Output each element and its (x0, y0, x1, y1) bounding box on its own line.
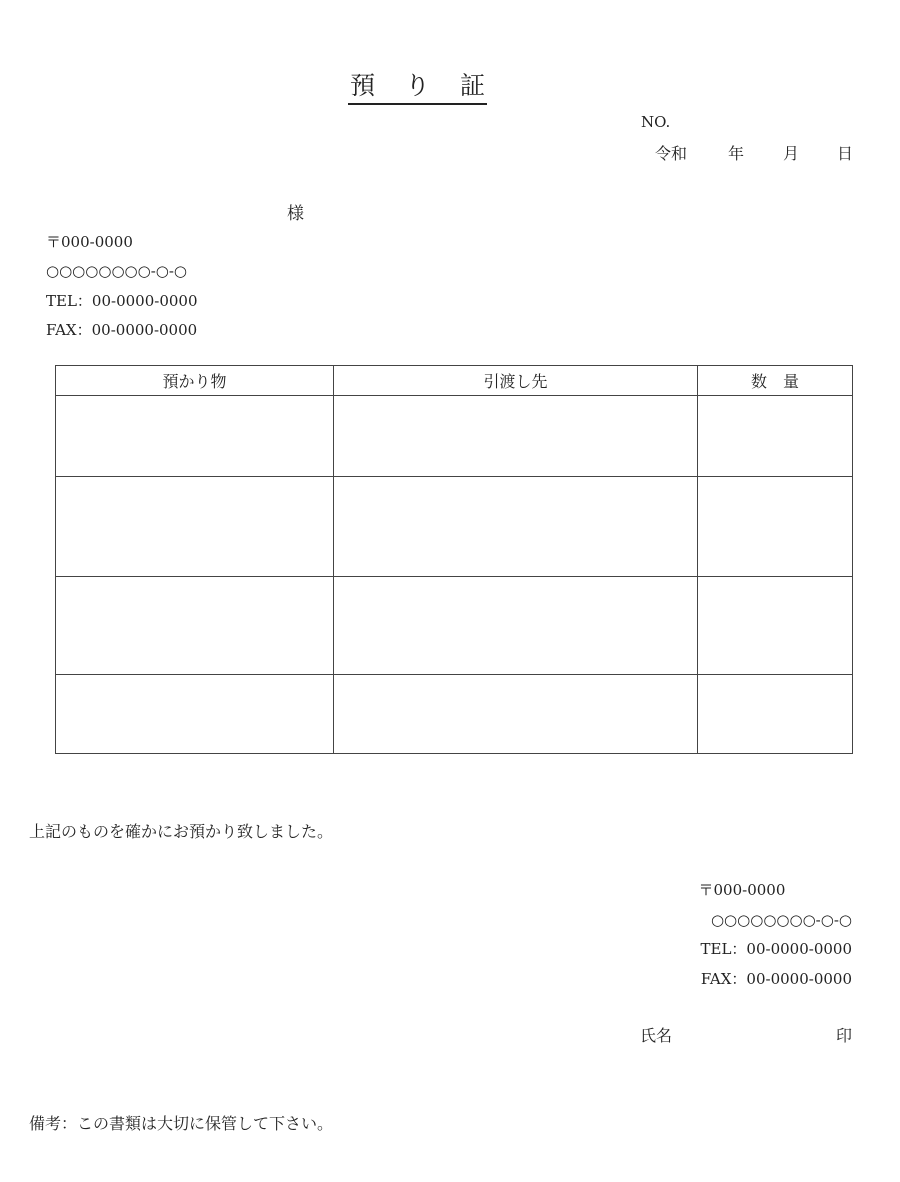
receipt-statement: 上記のものを確かにお預かり致しました。 (29, 822, 334, 841)
signature-name-label: 氏名 (640, 1026, 673, 1045)
title-char-2: り (404, 71, 430, 100)
table-row (56, 577, 853, 675)
sender-postal-code: 〒000-0000 (46, 233, 133, 251)
date-day-label: 日 (837, 144, 854, 163)
cell-destination[interactable] (334, 675, 698, 754)
cell-quantity[interactable] (698, 577, 853, 675)
table-row (56, 396, 853, 477)
sender-fax: FAX：00-0000-0000 (46, 320, 198, 339)
table-row (56, 675, 853, 754)
cell-quantity[interactable] (698, 675, 853, 754)
sender-address: ○○○○○○○○-○-○ (46, 262, 188, 281)
issuer-fax: FAX：00-0000-0000 (700, 969, 852, 988)
sender-tel: TEL：00-0000-0000 (46, 291, 198, 310)
issuer-address: ○○○○○○○○-○-○ (710, 910, 852, 929)
cell-quantity[interactable] (698, 396, 853, 477)
issuer-info (698, 876, 853, 994)
date-era: 令和 (655, 144, 688, 163)
title-char-3: 証 (460, 71, 486, 100)
cell-destination[interactable] (334, 477, 698, 577)
cell-quantity[interactable] (698, 477, 853, 577)
table-row (56, 477, 853, 577)
date-year-label: 年 (728, 144, 745, 163)
cell-destination[interactable] (334, 396, 698, 477)
cell-destination[interactable] (334, 577, 698, 675)
cell-item[interactable] (56, 396, 334, 477)
cell-item[interactable] (56, 477, 334, 577)
header-delivery-destination: 引渡し先 (334, 366, 698, 396)
seal-label: 印 (835, 1026, 852, 1045)
signature-line (640, 1023, 852, 1045)
recipient-honorific: 様 (287, 204, 304, 224)
table-header-row (56, 366, 853, 396)
cell-item[interactable] (56, 577, 334, 675)
issuer-postal-code: 〒000-0000 (698, 881, 786, 899)
document-title-underlined (348, 70, 487, 105)
title-char-1: 預 (349, 71, 375, 100)
header-quantity: 数 量 (698, 366, 853, 396)
remarks-note: 備考：この書類は大切に保管して下さい。 (29, 1114, 334, 1133)
sender-info (46, 228, 198, 345)
items-table (55, 365, 853, 754)
document-title (0, 70, 835, 105)
document-number-label: NO. (641, 113, 671, 131)
issue-date (655, 141, 854, 163)
header-deposited-item: 預かり物 (56, 366, 334, 396)
date-month-label: 月 (783, 144, 800, 163)
issuer-tel: TEL：00-0000-0000 (700, 940, 852, 958)
cell-item[interactable] (56, 675, 334, 754)
